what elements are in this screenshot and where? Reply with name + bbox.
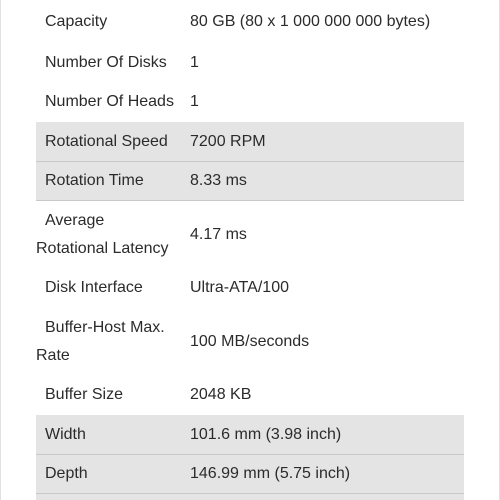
- table-row-rotational-speed: [36, 122, 464, 161]
- table-row-disk-interface: [36, 268, 464, 308]
- row-label: Rotation Time: [45, 172, 144, 189]
- row-value: 80 GB (80 x 1 000 000 000 bytes): [190, 12, 431, 30]
- specifications-table: [36, 0, 464, 500]
- row-label: Disk Interface: [45, 279, 143, 296]
- row-label: Average Rotational Latency: [36, 211, 169, 257]
- row-value: 100 MB/seconds: [190, 332, 310, 350]
- table-row-average-rotational-latency: [36, 200, 464, 268]
- table-row-depth: [36, 454, 464, 494]
- row-label: Buffer-Host Max. Rate: [36, 318, 165, 364]
- row-value: 1: [190, 93, 199, 110]
- table-row-partial: [36, 494, 464, 500]
- row-label: Buffer Size: [45, 386, 123, 403]
- table-row-width: [36, 415, 464, 454]
- row-value: Ultra-ATA/100: [190, 279, 289, 296]
- table-row-rotation-time: [36, 161, 464, 200]
- table-row-number-of-heads: [36, 82, 464, 122]
- row-value: 2048 KB: [190, 386, 252, 403]
- row-value: 101.6 mm (3.98 inch): [190, 425, 342, 443]
- row-value: 7200 RPM: [190, 132, 266, 150]
- row-value: 146.99 mm (5.75 inch): [190, 465, 351, 482]
- row-value: 1: [190, 53, 199, 71]
- row-label: Capacity: [45, 12, 108, 30]
- table-row-buffer-size: [36, 375, 464, 415]
- table-row-capacity: [36, 0, 464, 43]
- row-label: Number Of Heads: [45, 93, 174, 110]
- row-value: 8.33 ms: [190, 172, 247, 189]
- row-label: Rotational Speed: [45, 132, 168, 150]
- row-label: Depth: [45, 465, 88, 482]
- table-row-buffer-host-max-rate: [36, 308, 464, 375]
- left-border: [0, 0, 1, 500]
- row-value: 4.17 ms: [190, 225, 247, 243]
- row-label: Number Of Disks: [45, 53, 167, 71]
- table-row-number-of-disks: [36, 43, 464, 82]
- row-label: Width: [45, 425, 86, 443]
